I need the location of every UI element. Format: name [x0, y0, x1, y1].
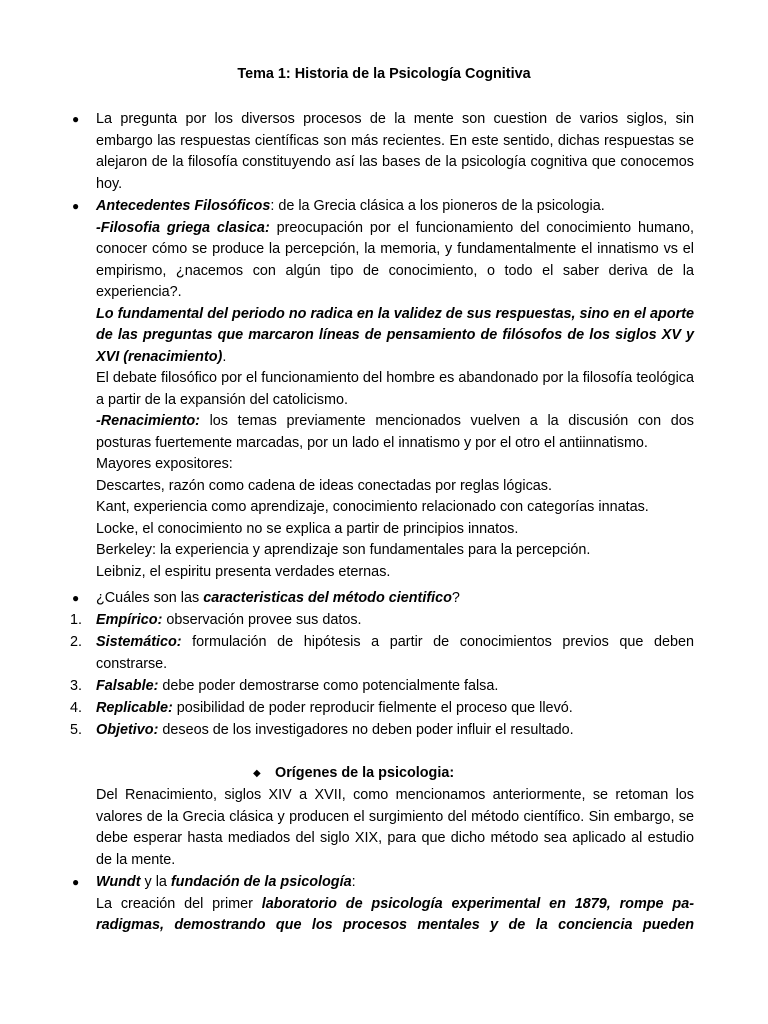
expositor-berkeley: Berkeley: la experiencia y aprendizaje son fundamentales para la percepción.	[96, 542, 591, 558]
wundt-heading	[96, 872, 694, 894]
metodo-label: caracteristicas del método cientifico	[203, 590, 452, 606]
page-title: Tema 1: Historia de la Psicología Cognitiva	[237, 66, 531, 82]
metodo-item-text	[96, 720, 694, 742]
metodo-item-label: Empírico:	[96, 612, 163, 628]
fundamental-end: .	[222, 348, 227, 365]
renacimiento-paragraph	[96, 411, 694, 454]
origenes-heading	[253, 763, 455, 785]
expositor-locke: Locke, el conocimiento no se explica a partir de principios innatos.	[96, 520, 519, 537]
expositor-kant: Kant, experiencia como aprendizaje, conocimiento relacionado con categorías innatas.	[96, 499, 649, 515]
griega-label: -Filosofia griega clasica:	[96, 219, 270, 236]
bullet-icon: ●	[72, 591, 80, 605]
wundt-bold-line2: radigmas, demostrando que los procesos mentales y de la conciencia pueden	[96, 917, 694, 933]
metodo-list-item	[70, 632, 694, 675]
metodo-post: ?	[451, 590, 460, 606]
metodo-item-desc: observación provee sus datos.	[162, 612, 362, 628]
bullet-icon: ●	[72, 112, 80, 126]
antecedentes-item	[72, 196, 694, 583]
wundt-line1	[96, 894, 694, 916]
renacimiento-label: -Renacimiento:	[96, 413, 200, 429]
debate-paragraph: El debate filosófico por el funcionamiento del hombre es abandonado por la filosofía teológica a partir de la expansión del catolicismo.	[96, 370, 694, 408]
metodo-item-text	[96, 632, 694, 675]
metodo-list-item	[70, 676, 694, 698]
wundt-mid: y la	[140, 874, 171, 890]
metodo-item-text	[96, 676, 694, 698]
intro-paragraph: La pregunta por los diversos procesos de la mente son cuestion de varios siglos, sin embargo las respuestas científicas son más recientes. En este sentido, dichas respuestas se alejaron de la filosofía constituyendo así las bases de la psicología cognitiva que conocemos hoy.	[96, 111, 694, 192]
metodo-pre: ¿Cuáles son las	[96, 590, 204, 606]
list-number: 4.	[70, 700, 83, 716]
antecedentes-text: : de la Grecia clásica a los pioneros de la psicologia.	[270, 198, 605, 214]
list-number: 5.	[70, 722, 83, 738]
fundamental-paragraph	[96, 304, 694, 369]
griega-paragraph	[96, 218, 694, 304]
griega-text: preocupación por el funcionamiento del conocimiento humano, conocer cómo se produce la percepción, la memoria, y fundamentalmente el innatismo vs el empirismo, ¿nacemos con algún tipo de conocimiento, o todo el saber deriva de la experiencia?.	[96, 219, 694, 300]
fundamental-text: Lo fundamental del periodo no radica en la validez de sus respuestas, sino en el aporte de las preguntas que marcaron líneas de pensamiento de filósofos de los siglos XV y XVI (renacimiento)	[96, 305, 694, 365]
expositor-leibniz: Leibniz, el espiritu presenta verdades eternas.	[96, 563, 391, 580]
wundt-item	[72, 872, 694, 937]
metodo-item-desc: deseos de los investigadores no deben poder influir el resultado.	[158, 722, 574, 738]
antecedentes-label: Antecedentes Filosóficos	[96, 198, 271, 214]
metodo-question	[96, 588, 694, 610]
list-number: 2.	[70, 634, 83, 650]
metodo-list-item	[70, 720, 694, 742]
bullet-icon: ●	[72, 199, 80, 213]
metodo-item-text	[96, 698, 694, 720]
antecedentes-heading	[96, 196, 694, 218]
bullet-icon: ●	[72, 875, 80, 889]
wundt-end: :	[351, 874, 356, 890]
origenes-item	[96, 785, 694, 871]
metodo-item-label: Sistemático:	[96, 634, 182, 650]
metodo-item-desc: debe poder demostrarse como potencialmente falsa.	[158, 678, 499, 694]
metodo-item	[72, 588, 694, 610]
metodo-item-label: Objetivo:	[96, 722, 159, 738]
metodo-list-item	[70, 698, 694, 720]
wundt-label: Wundt	[96, 874, 141, 890]
diamond-bullet-icon: ◆	[253, 768, 261, 779]
origenes-paragraph: Del Renacimiento, siglos XIV a XVII, como mencionamos anteriormente, se retoman los valores de la Grecia clásica y producen el surgimiento del método científico. Sin embargo, se debe esperar hasta mediados del siglo XIX, para que dicho método sea aplicado al estudio de la mente.	[96, 787, 694, 868]
metodo-item-text	[96, 610, 694, 632]
expositores-title: Mayores expositores:	[96, 456, 233, 472]
intro-item	[72, 109, 694, 195]
list-number: 1.	[70, 612, 83, 628]
metodo-item-desc: formulación de hipótesis a partir de conocimientos previos que deben constrarse.	[96, 634, 694, 672]
metodo-item-label: Replicable:	[96, 700, 173, 716]
wundt-pre: La creación del primer	[96, 895, 262, 912]
expositor-descartes: Descartes, razón como cadena de ideas conectadas por reglas lógicas.	[96, 477, 552, 494]
metodo-item-desc: posibilidad de poder reproducir fielmente el proceso que llevó.	[172, 700, 573, 716]
list-number: 3.	[70, 678, 83, 694]
origenes-heading-text: Orígenes de la psicologia:	[275, 765, 455, 781]
metodo-item-label: Falsable:	[96, 678, 159, 694]
wundt-bold-line1: laboratorio de psicología experimental en 1879, rompe pa-	[261, 895, 694, 912]
wundt-label2: fundación de la psicología	[170, 874, 352, 890]
metodo-list-item	[70, 610, 694, 632]
renacimiento-text: los temas previamente mencionados vuelven a la discusión con dos posturas fuertemente marcadas, por un lado el innatismo y por el otro el antiinnatismo.	[96, 413, 694, 451]
